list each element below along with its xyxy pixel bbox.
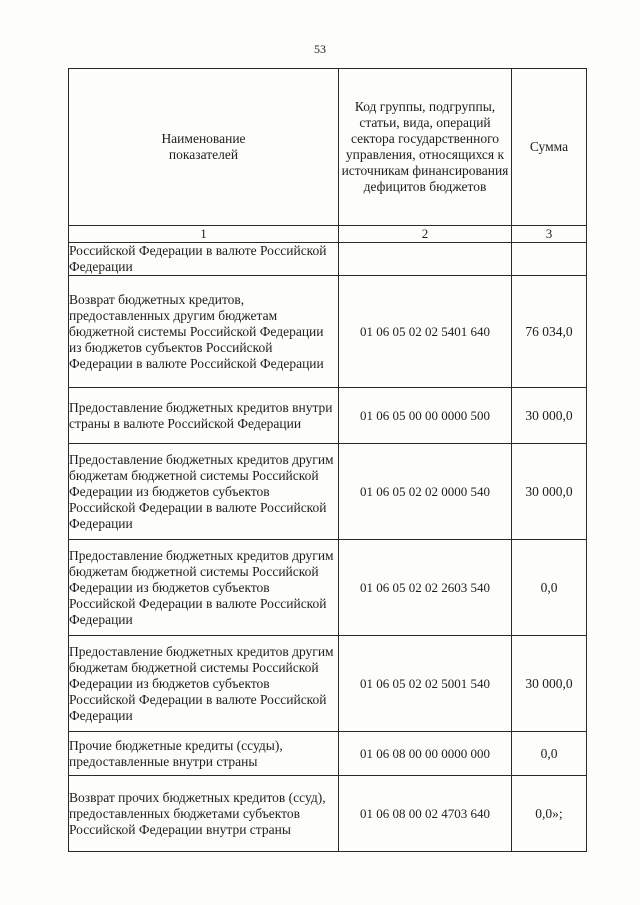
- row-sum: 76 034,0: [512, 276, 587, 388]
- row-code: 01 06 08 00 02 4703 640: [339, 776, 512, 852]
- row-code: 01 06 05 02 02 2603 540: [339, 540, 512, 636]
- row-sum: 30 000,0: [512, 388, 587, 444]
- table-row: [69, 636, 587, 732]
- row-sum: [512, 243, 587, 276]
- row-name: Прочие бюджетные кредиты (ссуды), предоставленные внутри страны: [69, 732, 339, 776]
- row-code: [339, 243, 512, 276]
- column-number: 1: [69, 226, 339, 243]
- table-row: [69, 243, 587, 276]
- column-number: 2: [339, 226, 512, 243]
- row-name: Предоставление бюджетных кредитов другим бюджетам бюджетной системы Российской Федерации из бюджетов субъектов Российской Федерации в валюте Российской Федерации: [69, 444, 339, 540]
- table-row: [69, 776, 587, 852]
- row-name: Предоставление бюджетных кредитов другим бюджетам бюджетной системы Российской Федерации из бюджетов субъектов Российской Федерации в валюте Российской Федерации: [69, 540, 339, 636]
- row-code: 01 06 05 02 02 5001 540: [339, 636, 512, 732]
- header-code: Код группы, подгруппы, статьи, вида, операций сектора государственного управления, относящихся к источникам финансирования дефицитов бюджетов: [339, 69, 512, 226]
- table-header-row: [69, 69, 587, 226]
- row-sum: 30 000,0: [512, 444, 587, 540]
- row-code: 01 06 05 02 02 5401 640: [339, 276, 512, 388]
- column-numbers-row: [69, 226, 587, 243]
- header-sum: Сумма: [512, 69, 587, 226]
- row-code: 01 06 05 00 00 0000 500: [339, 388, 512, 444]
- row-code: 01 06 08 00 00 0000 000: [339, 732, 512, 776]
- column-number: 3: [512, 226, 587, 243]
- table-row: [69, 732, 587, 776]
- page-number: 53: [314, 42, 326, 56]
- table-row: [69, 444, 587, 540]
- table-row: [69, 276, 587, 388]
- row-name: Возврат бюджетных кредитов, предоставленных другим бюджетам бюджетной системы Российской Федерации из бюджетов субъектов Российской Федерации в валюте Российской Федерации: [69, 276, 339, 388]
- budget-sources-table: [68, 68, 587, 852]
- row-name: Российской Федерации в валюте Российской Федерации: [69, 243, 339, 276]
- table-row: [69, 388, 587, 444]
- row-name: Возврат прочих бюджетных кредитов (ссуд), предоставленных бюджетами субъектов Российской Федерации внутри страны: [69, 776, 339, 852]
- row-sum: 0,0: [512, 732, 587, 776]
- table-row: [69, 540, 587, 636]
- row-name: Предоставление бюджетных кредитов внутри страны в валюте Российской Федерации: [69, 388, 339, 444]
- row-name: Предоставление бюджетных кредитов другим бюджетам бюджетной системы Российской Федерации из бюджетов субъектов Российской Федерации в валюте Российской Федерации: [69, 636, 339, 732]
- header-name-text: Наименование показателей: [161, 131, 246, 162]
- header-name: [69, 69, 339, 226]
- row-sum: 0,0: [512, 540, 587, 636]
- row-sum: 0,0»;: [512, 776, 587, 852]
- row-sum: 30 000,0: [512, 636, 587, 732]
- row-code: 01 06 05 02 02 0000 540: [339, 444, 512, 540]
